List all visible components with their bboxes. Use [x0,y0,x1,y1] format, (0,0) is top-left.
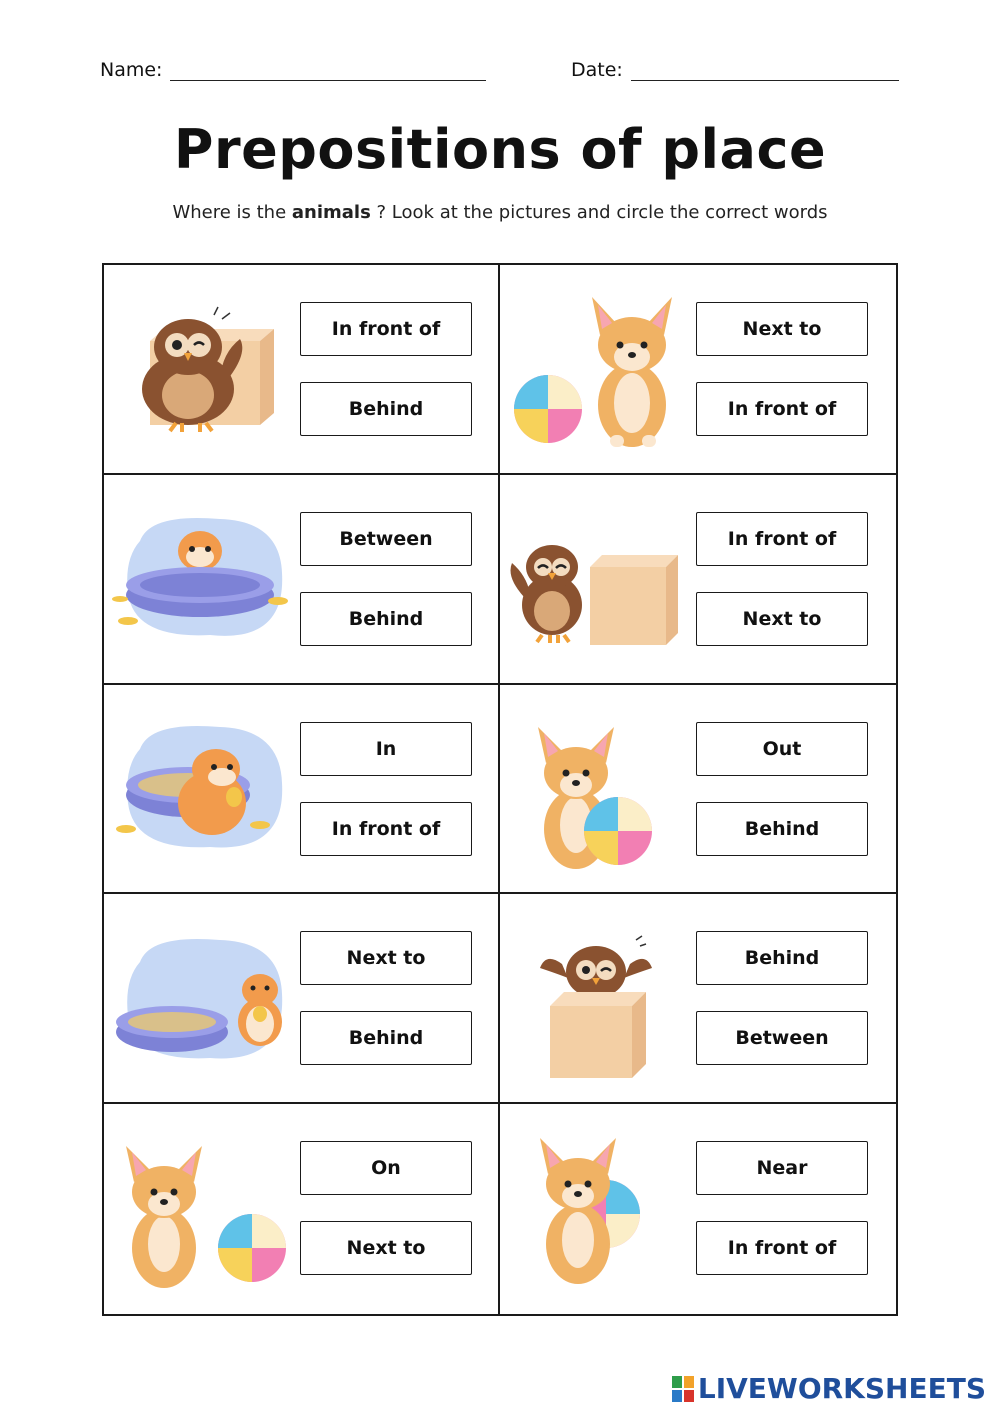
exercise-cell-4 [500,475,896,685]
hamster-bowl-illustration [110,493,294,663]
name-line[interactable] [170,58,486,81]
hamster-bowl-illustration [110,912,294,1082]
exercise-cell-2 [500,265,896,475]
option-button[interactable]: In front of [696,1221,868,1275]
option-button[interactable]: In front of [696,382,868,436]
liveworksheets-logo-icon [672,1376,694,1402]
option-button[interactable]: Next to [696,592,868,646]
dog-ball-illustration [506,283,690,453]
exercise-cell-9 [104,1104,500,1314]
brand-name: LIVEWORKSHEETS [697,1372,986,1405]
option-button[interactable]: Between [300,512,472,566]
option-button[interactable]: Behind [300,1011,472,1065]
exercise-cell-7 [104,894,500,1104]
owl-box-illustration [506,912,690,1082]
instructions-after: ? Look at the pictures and circle the correct words [370,202,828,223]
option-button[interactable]: On [300,1141,472,1195]
option-button[interactable]: Behind [696,802,868,856]
date-label: Date: [571,59,623,81]
exercise-cell-10 [500,1104,896,1314]
exercise-cell-1 [104,265,500,475]
instructions [0,202,1000,223]
instructions-bold: animals [291,202,371,223]
page-title: Prepositions of place [173,118,827,181]
instructions-before: Where is the [172,202,292,223]
date-field [571,58,899,81]
option-button[interactable]: Next to [300,1221,472,1275]
option-button[interactable]: Behind [300,592,472,646]
option-button[interactable]: In front of [300,302,472,356]
name-label: Name: [100,59,163,81]
owl-box-illustration [110,283,294,453]
dog-ball-illustration [506,703,690,873]
option-button[interactable]: Next to [300,931,472,985]
date-line[interactable] [631,58,899,81]
dog-ball-illustration [110,1122,294,1292]
hamster-bowl-illustration [110,703,294,873]
exercise-cell-5 [104,685,500,895]
liveworksheets-brand[interactable] [672,1372,986,1405]
option-button[interactable]: In front of [696,512,868,566]
exercise-cell-3 [104,475,500,685]
owl-box-illustration [506,493,690,663]
option-button[interactable]: Behind [696,931,868,985]
option-button[interactable]: Between [696,1011,868,1065]
name-field [100,58,486,81]
option-button[interactable]: Next to [696,302,868,356]
exercise-cell-8 [500,894,896,1104]
exercise-cell-6 [500,685,896,895]
dog-ball-illustration [506,1122,690,1292]
exercise-grid [102,263,898,1316]
option-button[interactable]: Out [696,722,868,776]
option-button[interactable]: Near [696,1141,868,1195]
option-button[interactable]: In [300,722,472,776]
option-button[interactable]: In front of [300,802,472,856]
option-button[interactable]: Behind [300,382,472,436]
